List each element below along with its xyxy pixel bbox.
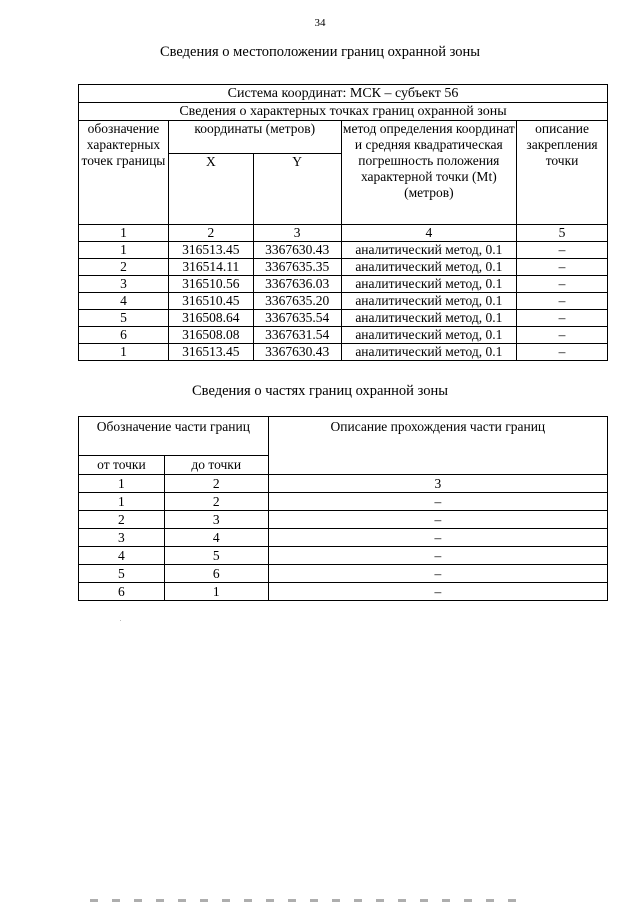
x-cell: 316508.08 <box>168 327 253 344</box>
description-cell: – <box>268 547 607 565</box>
x-cell: 316513.45 <box>168 344 253 361</box>
point-cell: 3 <box>79 276 169 293</box>
from-point-cell: 6 <box>79 583 165 601</box>
fixing-cell: – <box>517 242 608 259</box>
point-cell: 2 <box>79 259 169 276</box>
cropped-footer-text <box>90 899 520 902</box>
to-point-cell: 4 <box>164 529 268 547</box>
method-cell: аналитический метод, 0.1 <box>341 327 516 344</box>
column-number: 1 <box>79 475 165 493</box>
points-subtitle-cell: Сведения о характерных точках границ охранной зоны <box>79 103 608 121</box>
section2-title: Сведения о частях границ охранной зоны <box>192 383 448 399</box>
y-cell: 3367635.20 <box>253 293 341 310</box>
description-cell: – <box>268 583 607 601</box>
header-to-point: до точки <box>164 456 268 475</box>
table-row <box>79 511 608 529</box>
table-row <box>79 327 608 344</box>
header-coordinates: координаты (метров) <box>168 121 341 154</box>
scan-speck <box>120 620 121 621</box>
fixing-cell: – <box>517 293 608 310</box>
point-cell: 6 <box>79 327 169 344</box>
description-cell: – <box>268 529 607 547</box>
x-cell: 316514.11 <box>168 259 253 276</box>
boundary-parts-table <box>78 416 608 601</box>
table-row <box>79 344 608 361</box>
y-cell: 3367630.43 <box>253 344 341 361</box>
from-point-cell: 5 <box>79 565 165 583</box>
column-number: 4 <box>341 225 516 242</box>
fixing-cell: – <box>517 344 608 361</box>
method-cell: аналитический метод, 0.1 <box>341 310 516 327</box>
x-cell: 316510.56 <box>168 276 253 293</box>
point-cell: 5 <box>79 310 169 327</box>
point-cell: 1 <box>79 242 169 259</box>
table-row <box>79 583 608 601</box>
table-row <box>79 493 608 511</box>
section1-title: Сведения о местоположении границ охранной зоны <box>159 44 480 60</box>
y-cell: 3367635.35 <box>253 259 341 276</box>
column-number: 2 <box>168 225 253 242</box>
description-cell: – <box>268 511 607 529</box>
table-row <box>79 310 608 327</box>
table-row <box>79 259 608 276</box>
y-cell: 3367636.03 <box>253 276 341 293</box>
from-point-cell: 1 <box>79 493 165 511</box>
column-number: 2 <box>164 475 268 493</box>
table-row <box>79 529 608 547</box>
to-point-cell: 2 <box>164 493 268 511</box>
header-fixing: описание закрепления точки <box>517 121 608 225</box>
column-number: 5 <box>517 225 608 242</box>
column-number: 3 <box>253 225 341 242</box>
y-cell: 3367635.54 <box>253 310 341 327</box>
fixing-cell: – <box>517 327 608 344</box>
boundary-points-table <box>78 84 608 361</box>
to-point-cell: 5 <box>164 547 268 565</box>
header-x: X <box>168 154 253 225</box>
method-cell: аналитический метод, 0.1 <box>341 276 516 293</box>
table-row <box>79 242 608 259</box>
to-point-cell: 1 <box>164 583 268 601</box>
table-row <box>79 293 608 310</box>
description-cell: – <box>268 565 607 583</box>
point-cell: 1 <box>79 344 169 361</box>
method-cell: аналитический метод, 0.1 <box>341 242 516 259</box>
from-point-cell: 3 <box>79 529 165 547</box>
to-point-cell: 6 <box>164 565 268 583</box>
table-row <box>79 565 608 583</box>
column-number: 3 <box>268 475 607 493</box>
table-row <box>79 276 608 293</box>
header-method: метод определения координат и средняя квадратическая погрешность положения характерной точки (Mt) (метров) <box>341 121 516 225</box>
header-point-designation: обозначение характерных точек границы <box>79 121 169 225</box>
x-cell: 316508.64 <box>168 310 253 327</box>
y-cell: 3367630.43 <box>253 242 341 259</box>
column-number: 1 <box>79 225 169 242</box>
from-point-cell: 4 <box>79 547 165 565</box>
point-cell: 4 <box>79 293 169 310</box>
header-description: Описание прохождения части границ <box>268 417 607 475</box>
description-cell: – <box>268 493 607 511</box>
header-y: Y <box>253 154 341 225</box>
method-cell: аналитический метод, 0.1 <box>341 344 516 361</box>
method-cell: аналитический метод, 0.1 <box>341 293 516 310</box>
fixing-cell: – <box>517 310 608 327</box>
page-number: 34 <box>314 17 326 29</box>
from-point-cell: 2 <box>79 511 165 529</box>
table-row <box>79 547 608 565</box>
x-cell: 316513.45 <box>168 242 253 259</box>
fixing-cell: – <box>517 276 608 293</box>
method-cell: аналитический метод, 0.1 <box>341 259 516 276</box>
header-part-designation: Обозначение части границ <box>79 417 269 456</box>
fixing-cell: – <box>517 259 608 276</box>
to-point-cell: 3 <box>164 511 268 529</box>
coord-system-cell: Система координат: МСК – субъект 56 <box>79 85 608 103</box>
y-cell: 3367631.54 <box>253 327 341 344</box>
header-from-point: от точки <box>79 456 165 475</box>
x-cell: 316510.45 <box>168 293 253 310</box>
